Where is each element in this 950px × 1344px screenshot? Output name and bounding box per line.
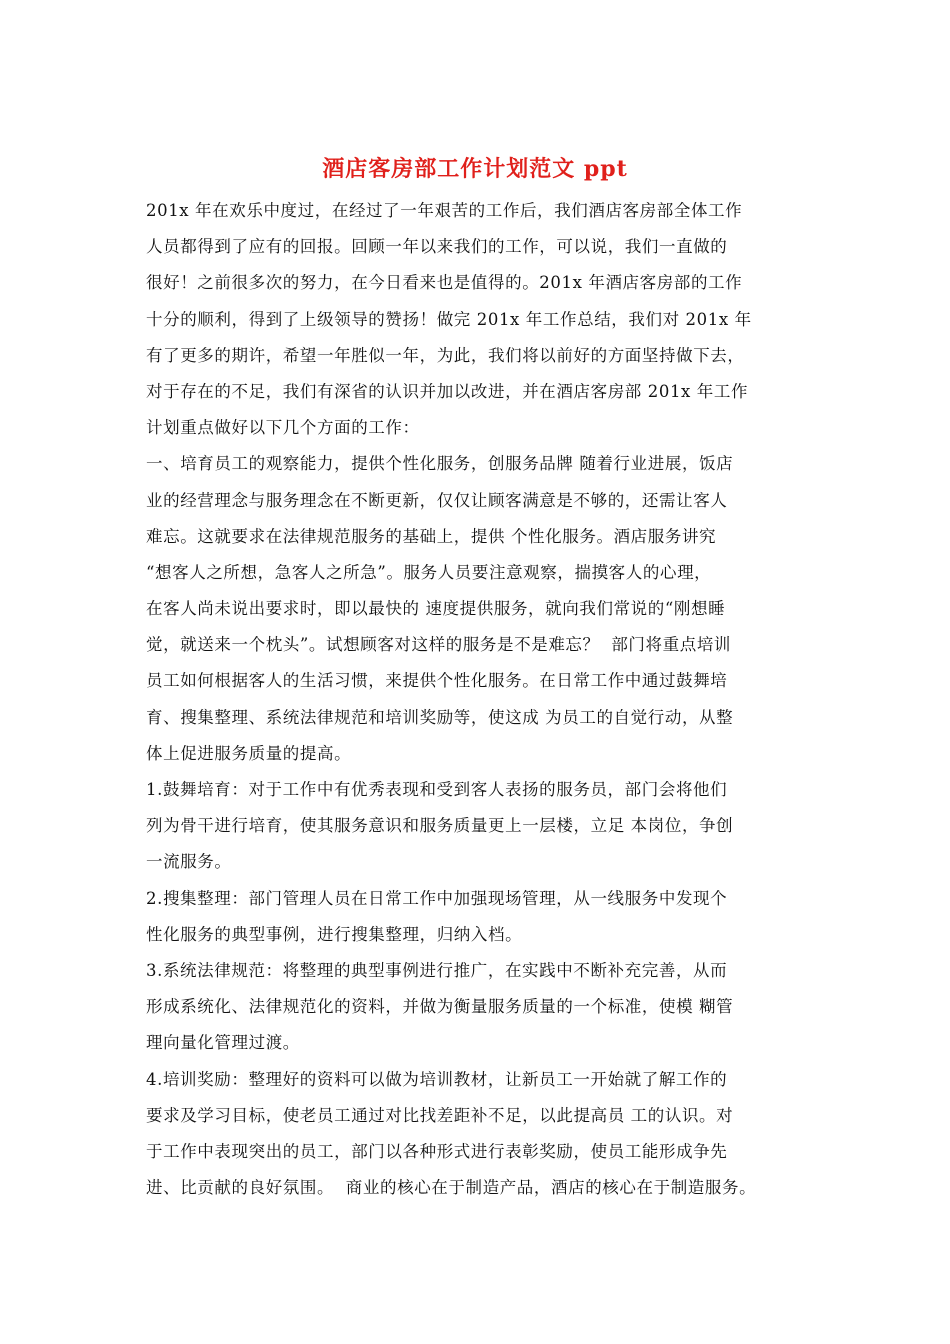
body-line: 人员都得到了应有的回报。回顾一年以来我们的工作，可以说，我们一直做的: [146, 237, 728, 257]
body-line: 进、比贡献的良好氛围。 商业的核心在于制造产品，酒店的核心在于制造服务。: [146, 1178, 757, 1198]
body-line: 性化服务的典型事例，进行搜集整理，归纳入档。: [146, 924, 523, 944]
body-line: “想客人之所想，急客人之所急”。服务人员要注意观察，揣摸客人的心理，: [146, 562, 712, 582]
body-line: 很好！之前很多次的努力，在今日看来也是值得的。201x 年酒店客房部的工作: [146, 273, 743, 293]
body-line: 列为骨干进行培育，使其服务意识和服务质量更上一层楼，立足 本岗位，争创: [146, 816, 734, 836]
body-line: 一流服务。: [146, 852, 232, 872]
document-title: 酒店客房部工作计划范文 ppt: [322, 156, 628, 182]
section-heading: 一、培育员工的观察能力，提供个性化服务，创服务品牌 随着行业进展，饭店: [146, 454, 734, 474]
body-line: 觉，就送来一个枕头”。试想顾客对这样的服务是不是难忘？ 部门将重点培训: [146, 635, 732, 655]
body-line: 理向量化管理过渡。: [146, 1033, 300, 1053]
body-line: 形成系统化、法律规范化的资料，并做为衡量服务质量的一个标准，使模 糊管: [146, 997, 734, 1017]
body-line: 于工作中表现突出的员工，部门以各种形式进行表彰奖励，使员工能形成争先: [146, 1141, 728, 1161]
body-line: 难忘。这就要求在法律规范服务的基础上，提供 个性化服务。酒店服务讲究: [146, 526, 717, 546]
body-line: 要求及学习目标，使老员工通过对比找差距补不足，以此提高员 工的认识。对: [146, 1105, 734, 1125]
body-line: 员工如何根据客人的生活习惯，来提供个性化服务。在日常工作中通过鼓舞培: [146, 671, 728, 691]
body-line: 有了更多的期许，希望一年胜似一年，为此，我们将以前好的方面坚持做下去，: [146, 345, 745, 365]
body-line: 201x 年在欢乐中度过，在经过了一年艰苦的工作后，我们酒店客房部全体工作: [146, 201, 743, 220]
body-line: 业的经营理念与服务理念在不断更新，仅仅让顾客满意是不够的，还需让客人: [146, 490, 728, 510]
body-line: 对于存在的不足，我们有深省的认识并加以改进，并在酒店客房部 201x 年工作: [146, 381, 749, 401]
list-item: 4.培训奖励：整理好的资料可以做为培训教材，让新员工一开始就了解工作的: [146, 1069, 728, 1089]
body-line: 体上促进服务质量的提高。: [146, 743, 352, 763]
body-line: 计划重点做好以下几个方面的工作：: [146, 418, 420, 438]
document-body: [146, 193, 846, 1206]
body-line: 育、搜集整理、系统法律规范和培训奖励等，使这成 为员工的自觉行动，从整: [146, 707, 734, 727]
list-item: 3.系统法律规范：将整理的典型事例进行推广，在实践中不断补充完善，从而: [146, 960, 728, 980]
body-line: 十分的顺利，得到了上级领导的赞扬！做完 201x 年工作总结，我们对 201x 年: [146, 309, 752, 329]
body-line: 在客人尚未说出要求时，即以最快的 速度提供服务，就向我们常说的“刚想睡: [146, 599, 726, 619]
list-item: 2.搜集整理：部门管理人员在日常工作中加强现场管理，从一线服务中发现个: [146, 888, 728, 908]
list-item: 1.鼓舞培育：对于工作中有优秀表现和受到客人表扬的服务员，部门会将他们: [146, 780, 728, 799]
